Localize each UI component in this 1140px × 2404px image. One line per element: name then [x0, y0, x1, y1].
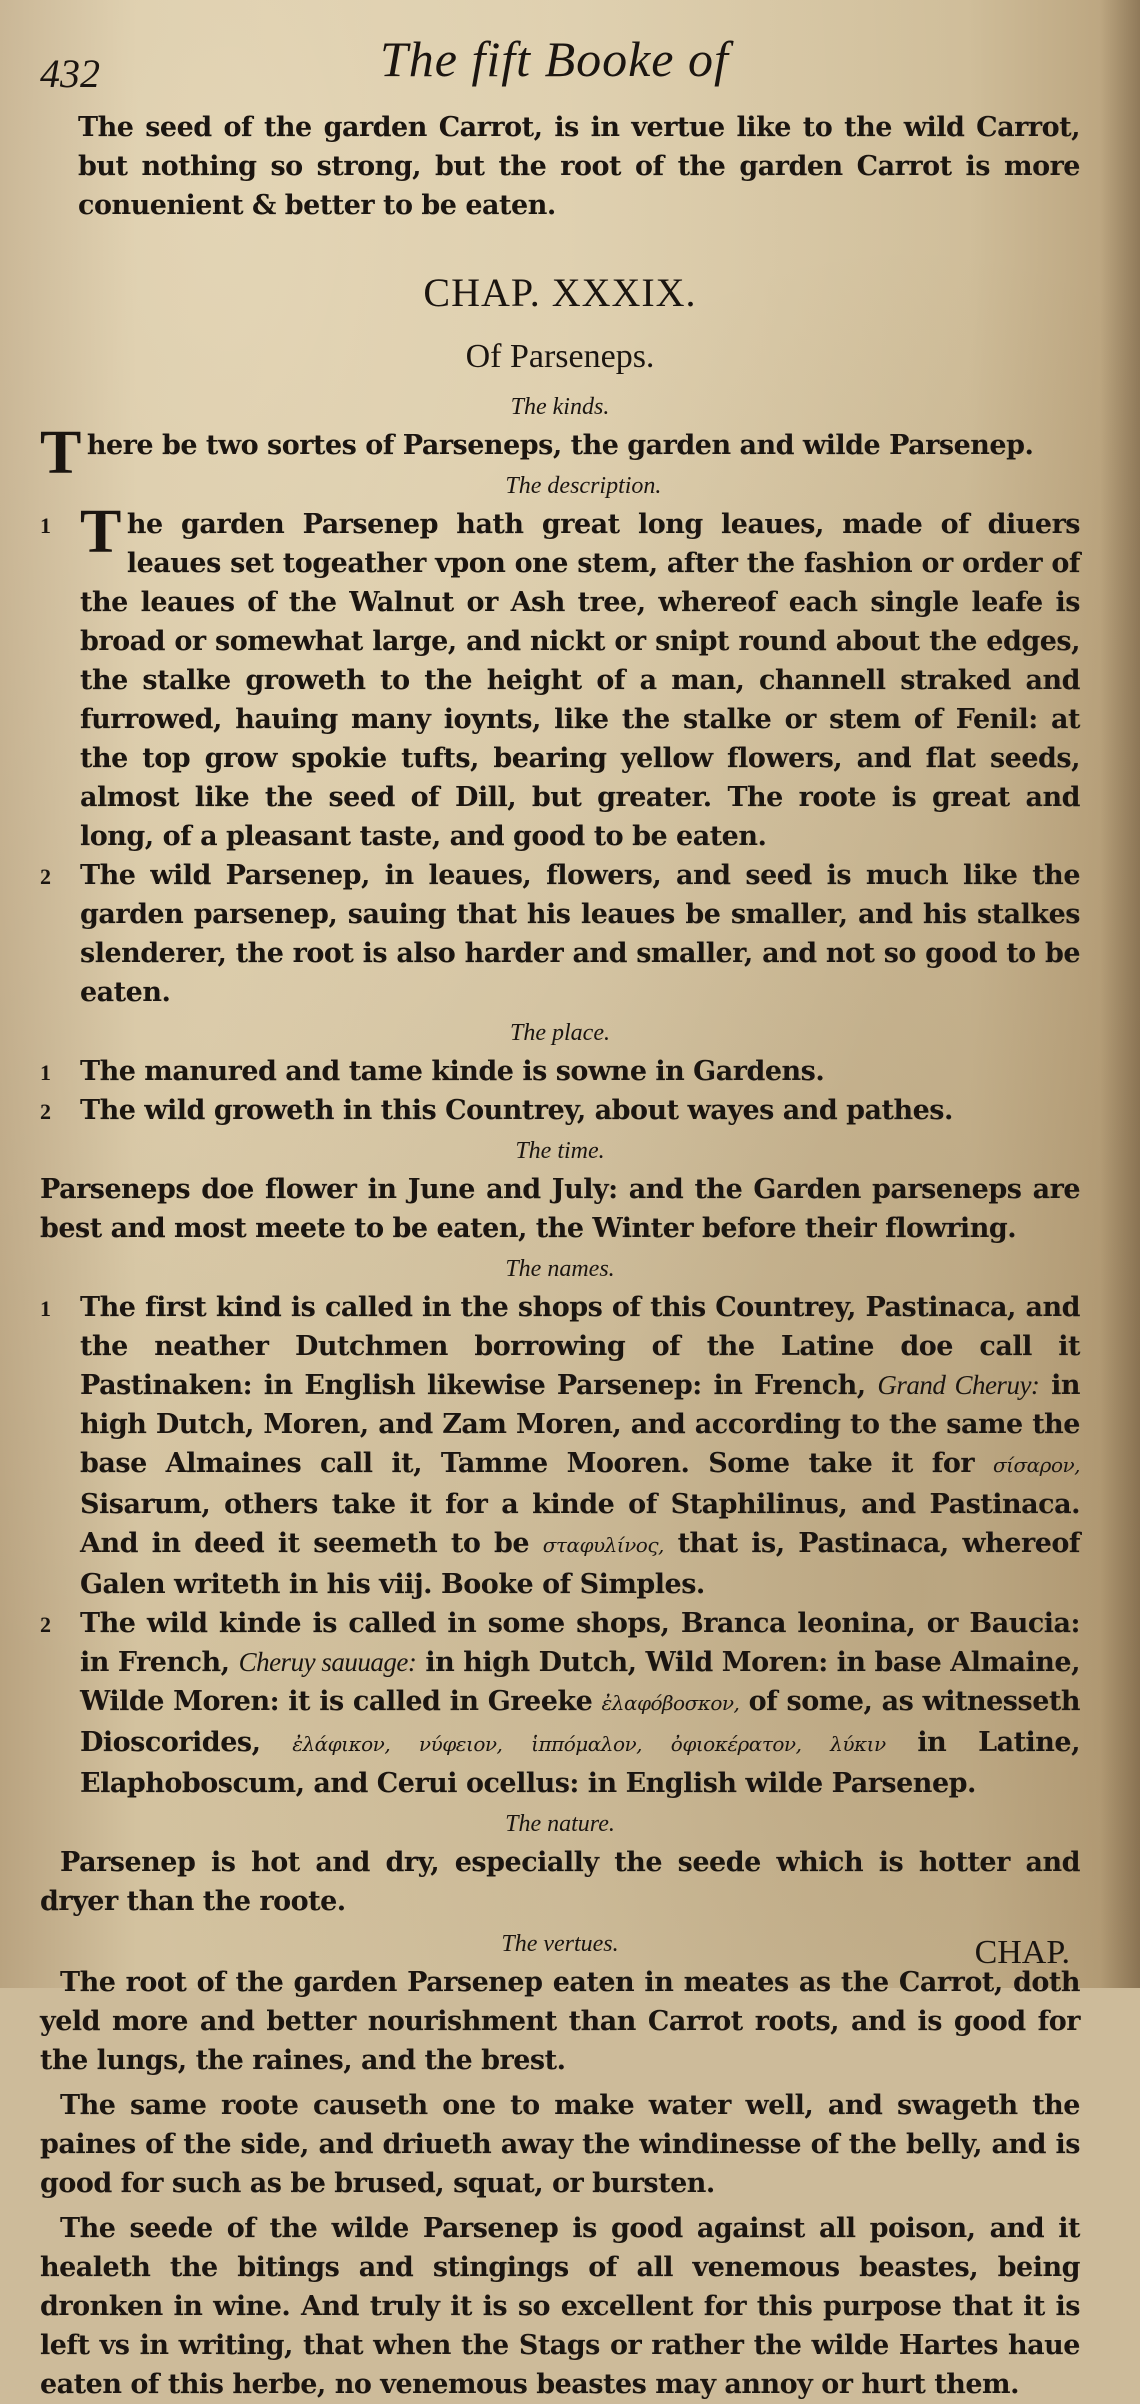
- names-text-part: that is, Pastinaca, whereof Galen writeth in his viij. Booke of Simples.: [80, 1528, 1080, 1600]
- greek-name: σταφυλίνος,: [542, 1533, 664, 1557]
- section-heading-names: The names.: [505, 1256, 615, 1282]
- names-text: [80, 1288, 1080, 1604]
- description-item: [40, 498, 1080, 856]
- greek-name: ἐλάφικον, νύφειον, ἱππόμαλον, ὀφιοκέρατον, λύκιν: [292, 1732, 886, 1756]
- french-name: Cheruy sauuage:: [238, 1647, 417, 1677]
- names-text-part: in Latine, Elaphoboscum, and Cerui ocellus: in English wilde Parsenep.: [80, 1727, 1081, 1799]
- chapter-title: CHAP. XXXIX.: [423, 270, 697, 315]
- section-heading-place: The place.: [510, 1020, 610, 1046]
- description-text: The wild Parsenep, in leaues, flowers, and seed is much like the garden parsenep, sauing that his leaues be smaller, and his stalkes slenderer, the root is also harder and smaller, and not so good to be eaten.: [80, 860, 1080, 1008]
- place-item: [40, 1052, 1080, 1091]
- time-paragraph: Parseneps doe flower in June and July: and the Garden parseneps are best and most meete to be eaten, the Winter before their flowring.: [40, 1174, 1080, 1244]
- section-heading-description: The description.: [505, 473, 662, 499]
- vertues-paragraph: The root of the garden Parsenep eaten in meates as the Carrot, doth yeld more and better nourishment than Carrot roots, and is good for the lungs, the raines, and the brest.: [40, 1967, 1080, 2076]
- running-head: [40, 30, 1080, 100]
- names-text: [80, 1604, 1080, 1803]
- vertues-paragraph: The same roote causeth one to make water well, and swageth the paines of the side, and driueth away the windinesse of the belly, and is good for such as be brused, squat, or bursten.: [40, 2090, 1080, 2199]
- item-number: 2: [40, 864, 51, 889]
- names-text-part: The first kind is called in the shops of this Countrey, Pastinaca, and the neather Dutchmen borrowing of the Latine doe call it Pastinaken: in English likewise Parsenep: in French,: [80, 1292, 1080, 1401]
- french-name: Grand Cheruy:: [877, 1370, 1040, 1400]
- item-number: 1: [40, 513, 51, 538]
- catchword: CHAP.: [974, 1934, 1070, 1971]
- greek-name: σίσαρον,: [993, 1453, 1080, 1477]
- greek-name: ἐλαφόβοσκον,: [601, 1691, 740, 1715]
- names-text-part: The wild kinde is called in some shops, Branca leonina, or Baucia: in French,: [80, 1608, 1080, 1678]
- item-number: 2: [40, 1099, 51, 1124]
- kinds-paragraph: There be two sortes of Parseneps, the garden and wilde Parsenep.: [40, 419, 1034, 487]
- names-text-part: of some, as witnesseth Dioscorides,: [80, 1686, 1080, 1758]
- place-item: [40, 1091, 1080, 1130]
- item-number: 2: [40, 1612, 51, 1637]
- place-text: The manured and tame kinde is sowne in Gardens.: [80, 1056, 825, 1087]
- place-text: The wild groweth in this Countrey, about wayes and pathes.: [80, 1095, 953, 1126]
- names-text-part: Sisarum, others take it for a kinde of Staphilinus, and Pastinaca. And in deed it seemeth to be: [80, 1489, 1080, 1559]
- vertues-paragraph: The seede of the wilde Parsenep is good against all poison, and it healeth the bitings and stingings of all venemous beastes, being dronken in wine. And truly it is so excellent for this purpose that it is left vs in writing, that when the Stags or rather the wilde Hartes haue eaten of this herbe, no venemous beastes may annoy or hurt them.: [40, 2213, 1080, 2400]
- chapter-subtitle: Of Parseneps.: [465, 338, 655, 375]
- page-edge-shadow: [1100, 0, 1140, 1988]
- names-item: [40, 1604, 1080, 1803]
- page-number: 432: [40, 51, 100, 96]
- section-heading-vertues: The vertues.: [501, 1931, 619, 1957]
- section-heading-time: The time.: [515, 1138, 605, 1164]
- book-title: The fift Booke of: [380, 31, 729, 87]
- item-number: 1: [40, 1060, 51, 1085]
- names-text-part: in high Dutch, Wild Moren: in base Almaine, Wilde Moren: it is called in Greeke: [80, 1647, 1080, 1717]
- description-text: The garden Parsenep hath great long leaues, made of diuers leaues set togeather vpon one stem, after the fashion or order of the leaues of the Walnut or Ash tree, whereof each single leafe is broad or somewhat large, and nickt or snipt round about the edges, the stalke groweth to the height of a man, channell straked and furrowed, hauing many ioynts, like the stalke or stem of Fenil: at the top grow spokie tufts, bearing yellow flowers, and flat seeds, almost like the seed of Dill, but greater. The roote is great and long, of a pleasant taste, and good to be eaten.: [80, 498, 1080, 852]
- section-heading-nature: The nature.: [505, 1811, 615, 1837]
- names-text-part: in high Dutch, Moren, and Zam Moren, and according to the same the base Almaines call it, Tamme Mooren. Some take it for: [80, 1370, 1080, 1479]
- nature-paragraph: Parsenep is hot and dry, especially the seede which is hotter and dryer than the roote.: [40, 1847, 1080, 1917]
- description-item: [40, 856, 1080, 1012]
- item-number: 1: [40, 1296, 51, 1321]
- intro-paragraph: The seed of the garden Carrot, is in vertue like to the wild Carrot, but nothing so strong, but the root of the garden Carrot is more conuenient & better to be eaten.: [78, 112, 1080, 221]
- section-heading-kinds: The kinds.: [510, 394, 610, 420]
- names-item: [40, 1288, 1080, 1604]
